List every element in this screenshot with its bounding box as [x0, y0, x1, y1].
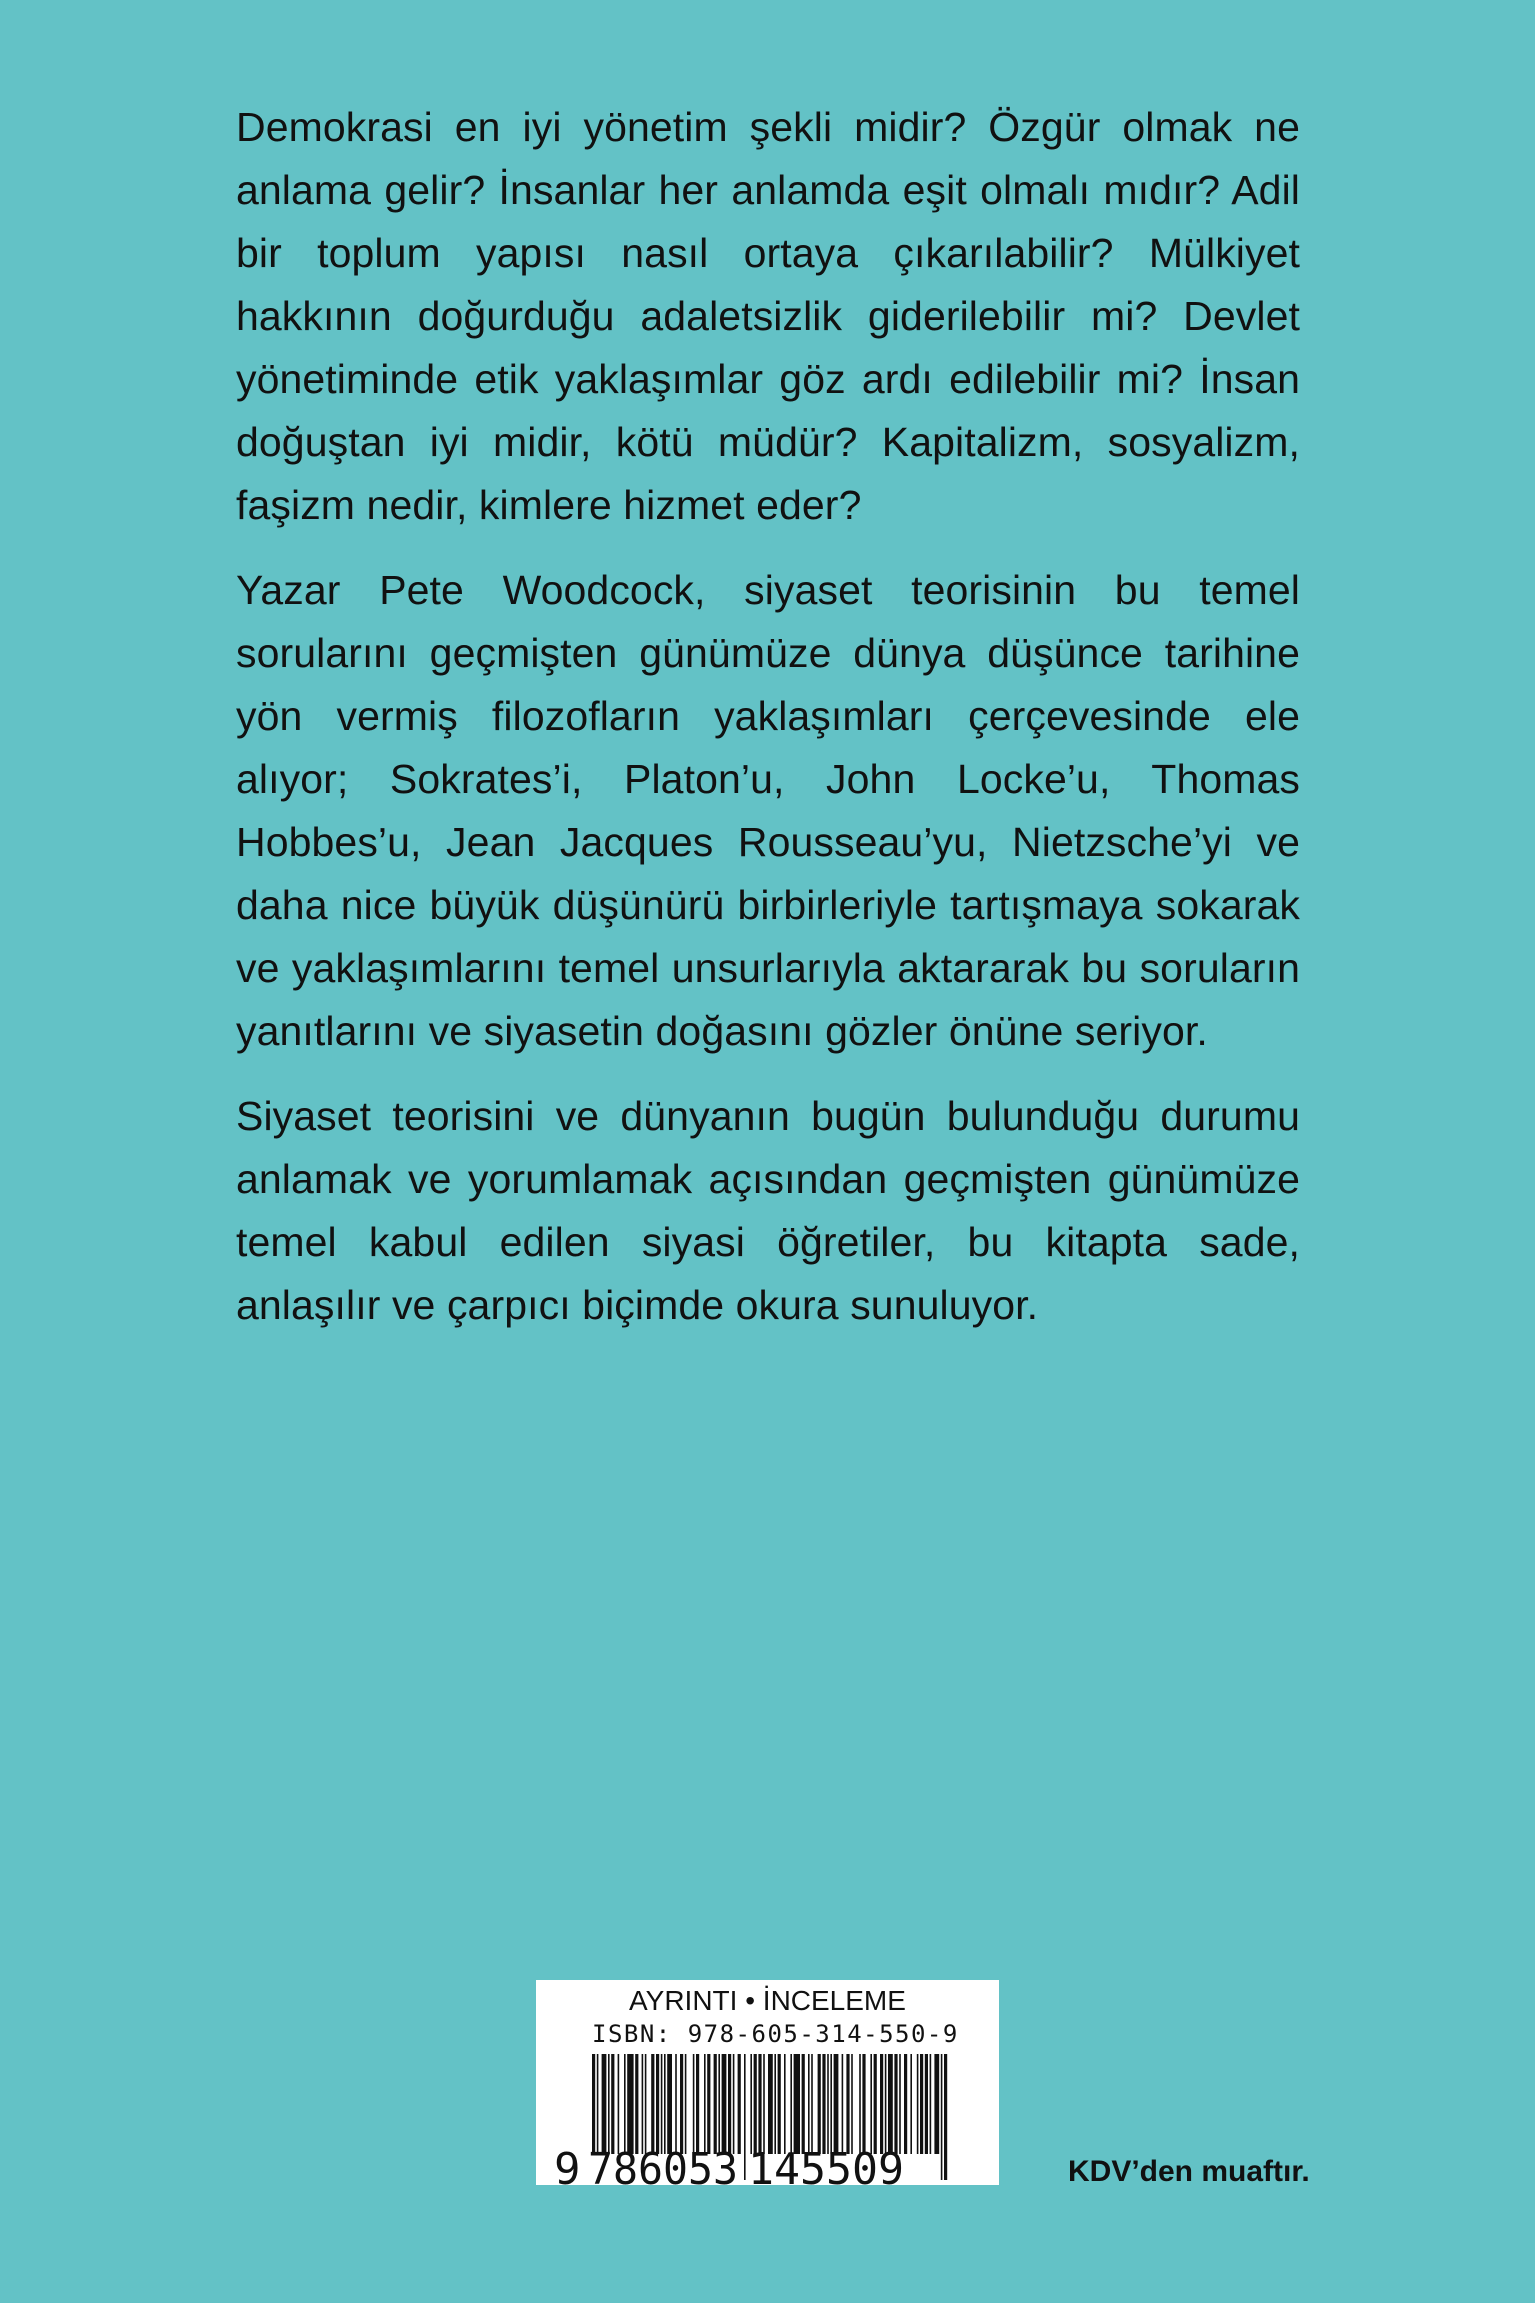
barcode-bar [680, 2054, 683, 2154]
barcode-bar [754, 2054, 757, 2154]
barcode-bar [611, 2054, 614, 2154]
barcode-bar [808, 2054, 810, 2154]
barcode-bar [714, 2054, 717, 2154]
barcode-digits-right: 145509 [748, 2144, 904, 2185]
barcode-bar [738, 2054, 741, 2154]
barcode-bar [944, 2054, 947, 2180]
barcode-bar [733, 2054, 735, 2154]
barcode-bar [822, 2054, 825, 2154]
barcode-bar [624, 2054, 626, 2154]
barcode-bar [862, 2054, 865, 2154]
barcode-bar [851, 2054, 853, 2154]
barcode-bar [696, 2054, 699, 2154]
barcode-bar [794, 2054, 800, 2154]
barcode-bar [664, 2054, 666, 2154]
barcode-bar [859, 2054, 861, 2154]
isbn-label: ISBN: 978-605-314-550-9 [592, 2020, 959, 2048]
barcode-bar [651, 2054, 654, 2154]
barcode-bar [880, 2054, 883, 2154]
barcode-bar [656, 2054, 659, 2154]
barcode-bar [635, 2054, 638, 2154]
barcode-bar [894, 2054, 897, 2154]
barcode-bar [707, 2054, 710, 2154]
barcode-bar [642, 2054, 644, 2154]
barcode-bar [744, 2054, 746, 2180]
barcode-bar [661, 2054, 663, 2154]
barcode-bar [917, 2054, 919, 2154]
barcode-bar [910, 2054, 912, 2154]
barcode-bar [675, 2054, 677, 2154]
barcode-bar [904, 2054, 907, 2154]
barcode-bar [774, 2054, 776, 2154]
barcode-bar [920, 2054, 923, 2154]
barcode-bar [888, 2054, 893, 2154]
barcode-bar [941, 2054, 943, 2180]
barcode-bar [930, 2054, 932, 2154]
barcode-bar [790, 2054, 792, 2154]
barcode-bar [693, 2054, 695, 2154]
barcode-bar [934, 2054, 939, 2154]
series-label: AYRINTI • İNCELEME [629, 1985, 906, 2016]
barcode-bar [758, 2054, 761, 2154]
barcode-bar [645, 2054, 647, 2154]
barcode-label [536, 1980, 999, 2185]
back-cover-description [236, 96, 1300, 1359]
barcode-digit-first: 9 [554, 2144, 581, 2185]
barcode-bar [722, 2054, 727, 2154]
barcode-bar [802, 2054, 805, 2154]
barcode-bar [778, 2054, 781, 2154]
barcode-bar [618, 2054, 620, 2154]
barcode-bar [925, 2054, 928, 2154]
barcode-bar [784, 2054, 786, 2154]
barcode-bar [627, 2054, 633, 2154]
barcode-bar [608, 2054, 610, 2154]
barcode-digits-left: 786053 [588, 2144, 738, 2185]
barcode-bar [834, 2054, 839, 2154]
barcode-bar [718, 2054, 720, 2154]
barcode-bar [827, 2054, 829, 2154]
barcode-bar [602, 2054, 607, 2154]
tax-exempt-note: KDV’den muaftır. [1068, 2155, 1310, 2188]
barcode-bar [768, 2054, 773, 2154]
barcode-bar [750, 2054, 752, 2154]
description-paragraph-1: Demokrasi en iyi yönetim şekli midir? Özgür olmak ne anlama gelir? İnsanlar her anlamda eşit olmalı mıdır? Adil bir toplum yapısı nasıl ortaya çıkarılabilir? Mülkiyet hakkının doğurduğu adaletsizlik giderilebilir mi? Devlet yönetiminde etik yaklaşımlar göz ardı edilebilir mi? İnsan doğuştan iyi midir, kötü müdür? Kapitalizm, sosyalizm, faşizm nedir, kimlere hizmet eder? [236, 104, 1300, 528]
barcode-bar [885, 2054, 887, 2154]
barcode-bar [728, 2054, 731, 2154]
description-paragraph-2: Yazar Pete Woodcock, siyaset teorisinin bu temel sorularını geçmişten günümüze dünya düşünce tarihine yön vermiş filozofların yaklaşımları çerçevesinde ele alıyor; Sokrates’i, Platon’u, John Locke’u, Thomas Hobbes’u, Jean Jacques Rousseau’yu, Nietzsche’yi ve daha nice büyük düşünürü birbirleriyle tartışmaya sokarak ve yaklaşımlarını temel unsurlarıyla aktararak bu soruların yanıtlarını ve siyasetin doğasını gözler önüne seriyor. [236, 567, 1300, 1054]
barcode-image [536, 2050, 999, 2185]
barcode-bar [667, 2054, 672, 2154]
barcode-bar [685, 2054, 687, 2154]
barcode-bar [811, 2054, 813, 2154]
barcode-bar [874, 2054, 877, 2154]
barcode-bar [763, 2054, 765, 2154]
barcode-bar [830, 2054, 832, 2154]
barcode-bar [899, 2054, 901, 2154]
barcode-bar [870, 2054, 872, 2154]
barcode-bar [846, 2054, 849, 2154]
barcode-bar [704, 2054, 706, 2154]
barcode-bar [818, 2054, 821, 2154]
barcode-bar [842, 2054, 844, 2154]
description-paragraph-3: Siyaset teorisini ve dünyanın bugün bulunduğu durumu anlamak ve yorumlamak açısından geçmişten günümüze temel kabul edilen siyasi öğretiler, bu kitapta sade, anlaşılır ve çarpıcı biçimde okura sunuluyor. [236, 1093, 1300, 1328]
